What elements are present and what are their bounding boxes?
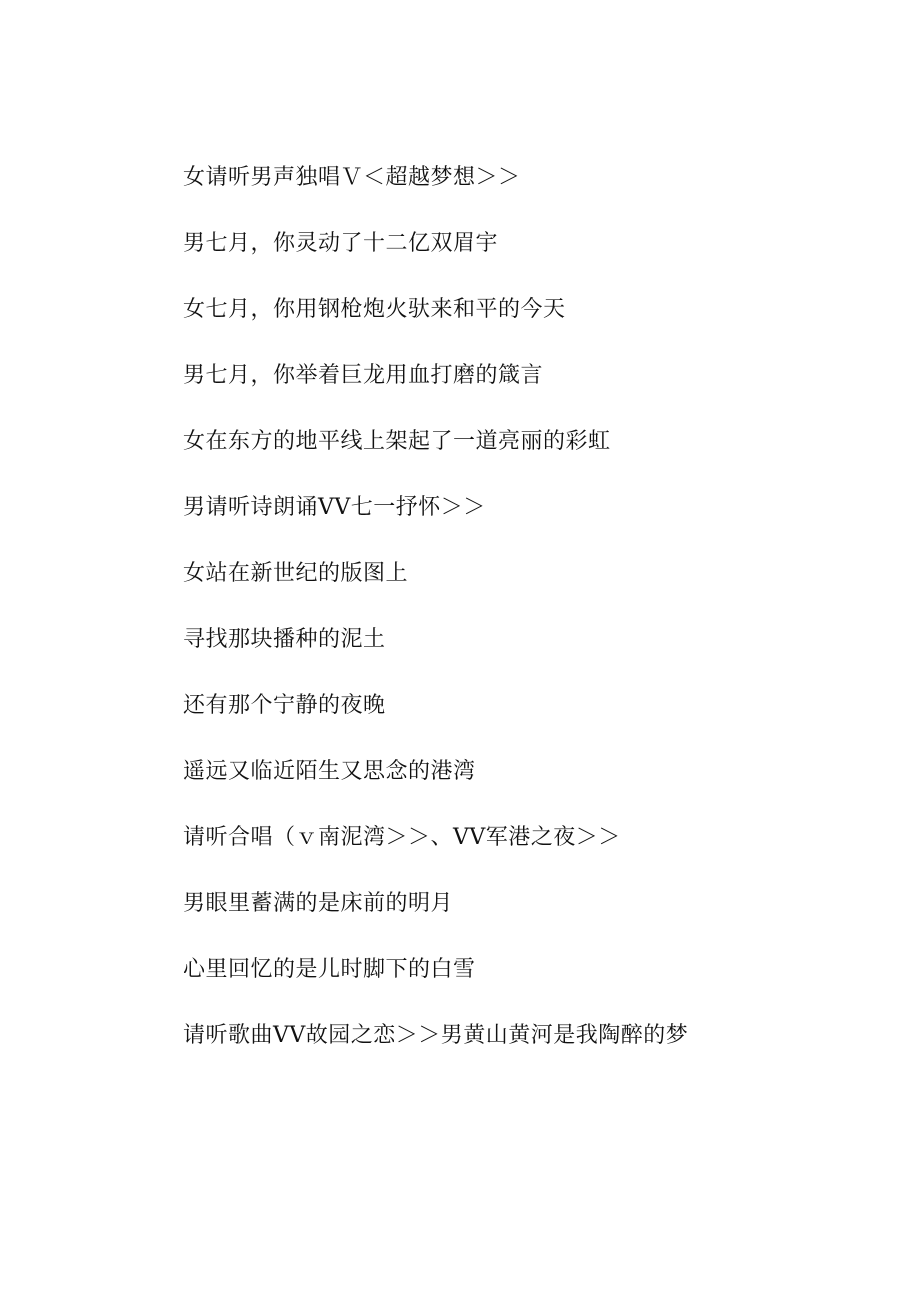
text-line: 还有那个宁静的夜晚	[183, 693, 386, 718]
text-line: 男七月，你灵动了十二亿双眉宇	[183, 231, 499, 256]
text-body	[183, 156, 688, 1080]
text-line: 男七月，你举着巨龙用血打磨的箴言	[183, 363, 544, 388]
text-line: 请听歌曲VV故园之恋＞＞男黄山黄河是我陶醉的梦	[183, 1023, 689, 1048]
text-line: 男眼里蓄满的是床前的明月	[183, 891, 454, 916]
text-line: 请听合唱（ｖ南泥湾＞＞、VV军港之夜＞＞	[183, 825, 621, 850]
text-line: 遥远又临近陌生又思念的港湾	[183, 759, 476, 784]
text-line: 寻找那块播种的泥土	[183, 627, 386, 652]
text-line: 女在东方的地平线上架起了一道亮丽的彩虹	[183, 429, 611, 454]
text-line: 心里回忆的是儿时脚下的白雪	[183, 957, 476, 982]
text-line: 男请听诗朗诵VV七一抒怀＞＞	[183, 495, 486, 520]
text-line: 女站在新世纪的版图上	[183, 561, 409, 586]
text-line: 女请听男声独唱Ｖ＜超越梦想＞＞	[183, 165, 521, 190]
text-line: 女七月，你用钢枪炮火驮来和平的今天	[183, 297, 566, 322]
